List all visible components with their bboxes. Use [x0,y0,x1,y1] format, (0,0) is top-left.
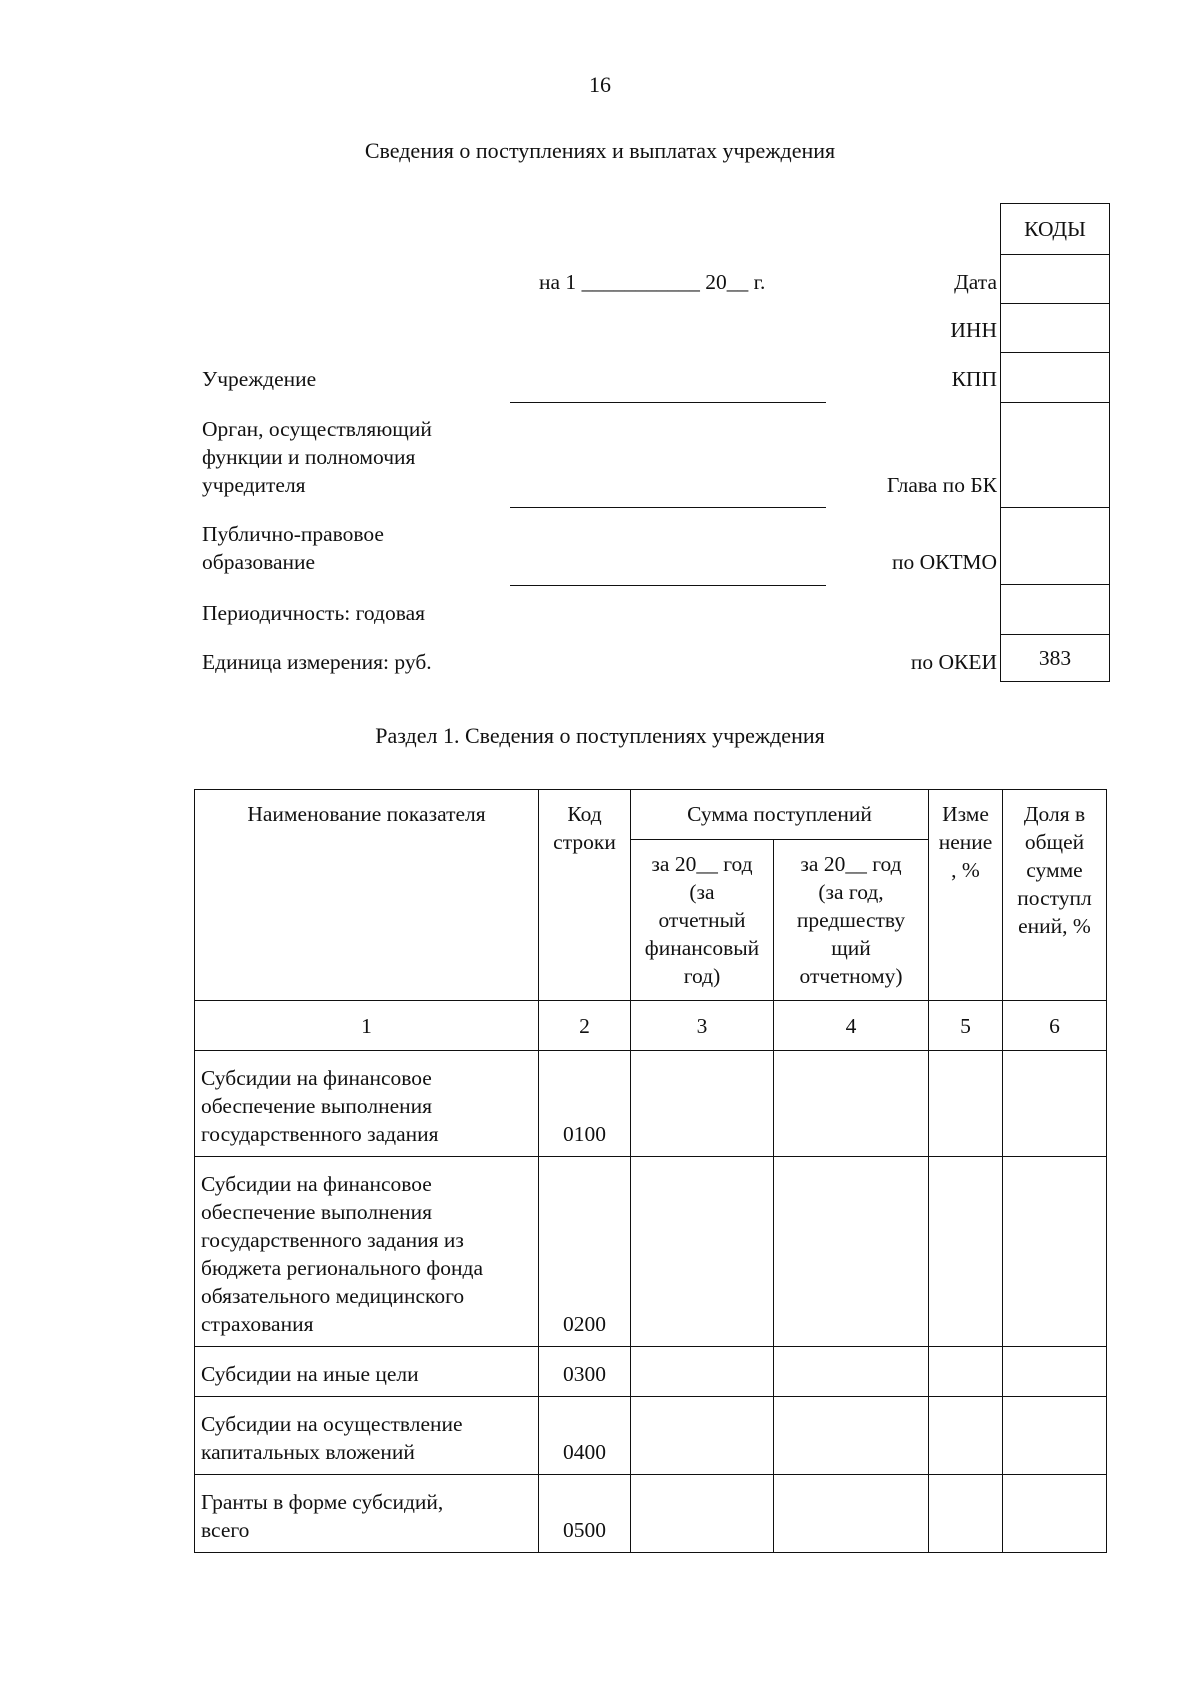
row-name-line: Субсидии на иные цели [201,1362,419,1386]
row-name-line: обеспечение выполнения [201,1200,433,1224]
cell-sum-previous[interactable] [774,1475,929,1553]
founder-body-line: функции и полномочия [202,445,416,469]
row-name [195,1347,539,1397]
code-cell-periodicity[interactable] [1001,584,1109,634]
inn-label: ИНН [950,318,997,342]
header-share-line: поступл [1017,886,1092,910]
header-share-line: общей [1024,830,1085,854]
row-name-line: обязательного медицинского [201,1284,465,1308]
founder-body-line: Орган, осуществляющий [202,417,432,441]
cell-sum-previous[interactable] [774,1347,929,1397]
code-cell-inn[interactable] [1001,303,1109,352]
header-sum-current-line: год) [683,964,721,988]
row-code: 0100 [539,1051,631,1157]
cell-sum-current[interactable] [631,1157,774,1347]
header-sum-current-line: за 20__ год [651,852,753,876]
code-cell-chapter-bk[interactable] [1001,402,1109,507]
cell-sum-current[interactable] [631,1397,774,1475]
row-name-line: Гранты в форме субсидий, [201,1490,444,1514]
header-share-line: ений, % [1018,914,1091,938]
row-name-line: государственного задания [201,1122,439,1146]
header-sum-previous-line: предшеству [796,908,906,932]
cell-change[interactable] [929,1397,1003,1475]
header-sum-previous [774,840,929,1001]
column-number: 1 [195,1001,539,1051]
column-number: 3 [631,1001,774,1051]
row-name-line: обеспечение выполнения [201,1094,433,1118]
header-code-line: строки [553,830,616,854]
cell-change[interactable] [929,1157,1003,1347]
column-number: 4 [774,1001,929,1051]
public-entity-line: Публично-правовое [202,522,384,546]
header-sum-current [631,840,774,1001]
row-name-line: государственного задания из [201,1228,464,1252]
date-year[interactable]: 20__ [705,270,749,294]
header-sum-current-line: отчетный [658,908,746,932]
oktmo-label: по ОКТМО [892,550,997,574]
cell-sum-previous[interactable] [774,1051,929,1157]
header-sum: Сумма поступлений [631,790,929,840]
row-name-line: страхования [201,1312,314,1336]
header-change-line: нение [938,830,993,854]
cell-sum-current[interactable] [631,1475,774,1553]
cell-change[interactable] [929,1347,1003,1397]
document-title: Сведения о поступлениях и выплатах учреждения [364,138,836,163]
header-share-line: Доля в [1023,802,1086,826]
page-number: 16 [589,72,611,97]
header-name: Наименование показателя [195,790,539,1001]
row-name-line: Субсидии на финансовое [201,1066,432,1090]
cell-change[interactable] [929,1051,1003,1157]
table-row [195,1475,1107,1553]
cell-share[interactable] [1003,1347,1107,1397]
institution-label: Учреждение [202,367,317,391]
cell-sum-current[interactable] [631,1051,774,1157]
table-row [195,1051,1107,1157]
codes-box [1000,203,1110,682]
header-sum-previous-line: отчетному) [799,964,903,988]
row-name [195,1397,539,1475]
section-title: Раздел 1. Сведения о поступлениях учреждения [375,723,825,748]
cell-sum-current[interactable] [631,1347,774,1397]
header-share-line: сумме [1026,858,1083,882]
date-blank[interactable]: ___________ [581,270,700,294]
date-code-label: Дата [954,270,997,294]
row-name [195,1475,539,1553]
kpp-label: КПП [951,367,997,391]
public-entity-label [202,520,384,576]
row-name-line: всего [201,1518,250,1542]
row-name-line: капитальных вложений [201,1440,415,1464]
cell-change[interactable] [929,1475,1003,1553]
cell-sum-previous[interactable] [774,1397,929,1475]
row-name [195,1051,539,1157]
chapter-bk-label: Глава по БК [886,473,997,497]
header-sum-previous-line: щий [831,936,871,960]
row-code: 0400 [539,1397,631,1475]
code-cell-oktmo[interactable] [1001,507,1109,584]
row-code: 0200 [539,1157,631,1347]
row-name-line: Субсидии на осуществление [201,1412,463,1436]
row-code: 0300 [539,1347,631,1397]
cell-share[interactable] [1003,1157,1107,1347]
table-row [195,1397,1107,1475]
cell-share[interactable] [1003,1475,1107,1553]
header-sum-previous-line: (за год, [818,880,884,904]
date-prefix: на 1 [539,270,577,294]
column-number: 6 [1003,1001,1107,1051]
unit-label: Единица измерения: руб. [202,650,432,674]
header-code [539,790,631,1001]
header-sum-current-line: финансовый [644,936,760,960]
cell-sum-previous[interactable] [774,1157,929,1347]
column-number: 5 [929,1001,1003,1051]
date-suffix: г. [753,270,766,294]
cell-share[interactable] [1003,1051,1107,1157]
founder-body-underline[interactable] [510,507,826,508]
receipts-table [194,789,1107,1553]
row-name [195,1157,539,1347]
header-share [1003,790,1107,1001]
codes-header: КОДЫ [1024,216,1086,241]
code-cell-okei: 383 [1001,634,1109,681]
header-sum-current-line: (за [689,880,715,904]
okei-label: по ОКЕИ [910,650,997,674]
code-cell-kpp[interactable] [1001,352,1109,402]
row-name-line: Субсидии на финансовое [201,1172,432,1196]
date-line [539,268,765,296]
founder-body-line: учредителя [202,473,306,497]
table-row [195,1347,1107,1397]
header-sum-previous-line: за 20__ год [800,852,902,876]
header-change-line: , % [951,858,980,882]
row-code: 0500 [539,1475,631,1553]
header-change-line: Изме [942,802,989,826]
periodicity-label: Периодичность: годовая [202,601,425,625]
code-cell-date[interactable] [1001,254,1109,303]
institution-underline[interactable] [510,402,826,403]
column-number: 2 [539,1001,631,1051]
table-row [195,1157,1107,1347]
row-name-line: бюджета регионального фонда [201,1256,484,1280]
cell-share[interactable] [1003,1397,1107,1475]
public-entity-line: образование [202,550,316,574]
public-entity-underline[interactable] [510,585,826,586]
header-code-line: Код [567,802,602,826]
header-change [929,790,1003,1001]
founder-body-label [202,415,432,499]
